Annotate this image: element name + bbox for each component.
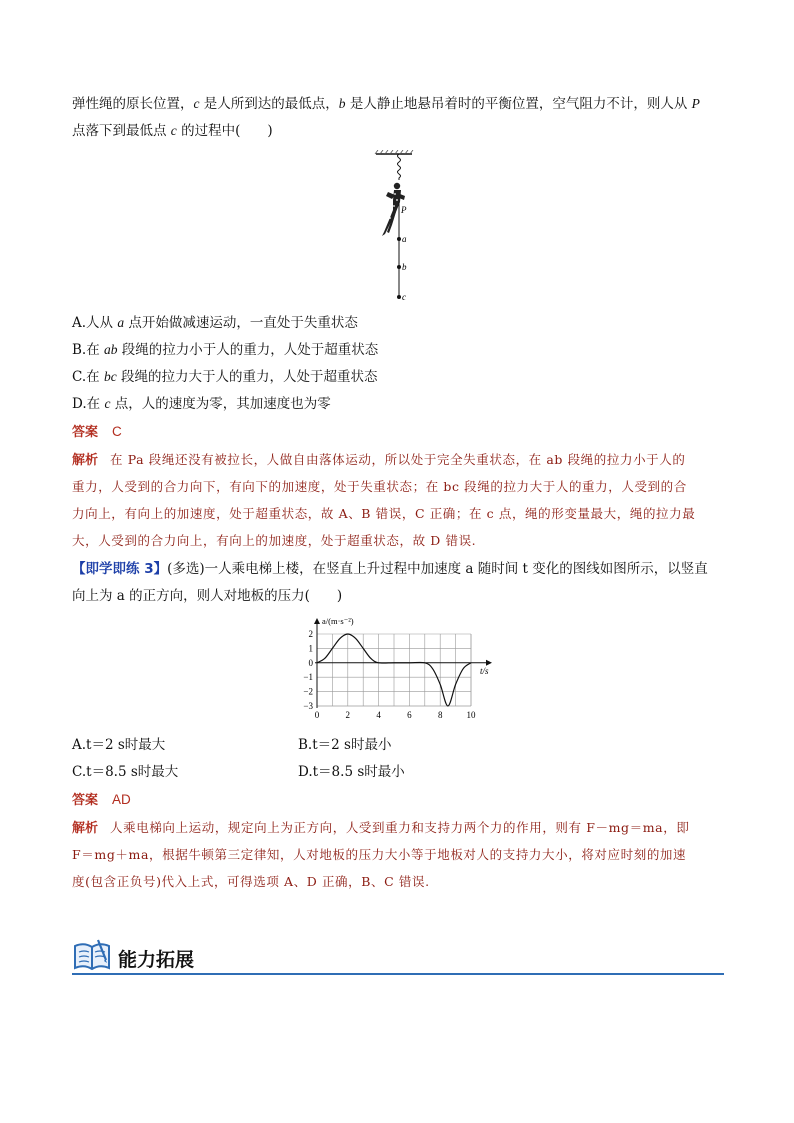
question2-explanation-line3: 力向上，有向上的加速度，处于超重状态，故 A、B 错误，C 正确；在 c 点，绳的形变量最大，绳的拉力最	[72, 506, 696, 521]
acceleration-time-chart	[296, 614, 496, 726]
label-c: c	[402, 292, 406, 302]
y-tick-label: −1	[303, 672, 313, 683]
x-tick-label: 2	[345, 710, 351, 720]
question3-option-d: D.t＝8.5 s时最小	[298, 764, 405, 780]
question3-option-a: A.t＝2 s时最大	[72, 737, 166, 753]
question2-stem-line2: 点落下到最低点 c 的过程中( )	[72, 123, 273, 139]
y-tick-label: 0	[308, 657, 313, 668]
question2-explanation-line4: 大，人受到的合力向上，有向上的加速度，处于超重状态，故 D 错误.	[72, 533, 477, 548]
section-divider	[72, 973, 724, 975]
question3-option-b: B.t＝2 s时最小	[298, 737, 392, 753]
label-b: b	[402, 262, 407, 272]
question3-explanation-line2: F＝mg＋ma，根据牛顿第三定律知，人对地板的压力大小等于地板对人的支持力大小，将对应时刻的加速	[72, 847, 687, 862]
section-title: 能力拓展	[118, 949, 195, 971]
question3-explanation-line1: 解析 人乘电梯向上运动，规定向上为正方向，人受到重力和支持力两个力的作用，则有 F－mg＝ma，即	[72, 820, 690, 836]
label-p: P	[401, 205, 407, 215]
question3-option-c: C.t＝8.5 s时最大	[72, 764, 179, 780]
y-tick-label: −3	[303, 701, 313, 711]
x-tick-label: 10	[466, 710, 476, 720]
answer-label: 答案	[72, 793, 99, 808]
question2-answer	[72, 423, 122, 442]
answer-label: 答案	[72, 425, 99, 440]
x-tick-label: 4	[376, 710, 381, 720]
x-tick-label: 8	[437, 710, 443, 720]
y-tick-label: −2	[303, 686, 313, 697]
question2-option-a: A.人从 a 点开始做减速运动，一直处于失重状态	[72, 315, 358, 331]
question2-option-c: C.在 bc 段绳的拉力大于人的重力，人处于超重状态	[72, 369, 378, 385]
bungee-jumper-figure	[370, 150, 420, 306]
question2-option-d: D.在 c 点，人的速度为零，其加速度也为零	[72, 396, 331, 412]
question3-stem-line1: 【即学即练 3】(多选)一人乘电梯上楼，在竖直上升过程中加速度 a 随时间 t 变化的图线如图所示，以竖直	[72, 561, 708, 577]
y-tick-label: 1	[308, 643, 313, 654]
question2-stem-line1: 弹性绳的原长位置，c 是人所到达的最低点，b 是人静止地悬吊着时的平衡位置，空气阻力不计，则人从 P	[72, 96, 700, 112]
question2-explanation-line1: 解析 在 Pa 段绳还没有被拉长，人做自由落体运动，所以处于完全失重状态，在 ab 段绳的拉力小于人的	[72, 452, 686, 468]
question2-option-b: B.在 ab 段绳的拉力小于人的重力，人处于超重状态	[72, 342, 379, 358]
y-tick-label: 2	[308, 629, 313, 639]
x-tick-label: 0	[314, 710, 320, 720]
answer-value: C	[112, 424, 122, 439]
answer-value: AD	[112, 792, 131, 807]
question3-stem-line2: 向上为 a 的正方向，则人对地板的压力( )	[72, 588, 343, 604]
drill-label: 【即学即练 3】	[72, 561, 168, 577]
label-a: a	[402, 234, 407, 244]
x-tick-label: 6	[407, 710, 412, 720]
question3-answer	[72, 791, 131, 810]
question3-explanation-line3: 度(包含正负号)代入上式，可得选项 A、D 正确，B、C 错误.	[72, 874, 430, 889]
y-axis-arrow	[314, 618, 320, 624]
y-axis-label: a/(m·s⁻²)	[322, 616, 354, 626]
x-axis-label: t/s	[480, 665, 489, 676]
book-icon	[72, 938, 112, 972]
question2-explanation-line2: 重力，人受到的合力向下，有向下的加速度，处于失重状态；在 bc 段绳的拉力大于人的重力，人受到的合	[72, 479, 687, 494]
